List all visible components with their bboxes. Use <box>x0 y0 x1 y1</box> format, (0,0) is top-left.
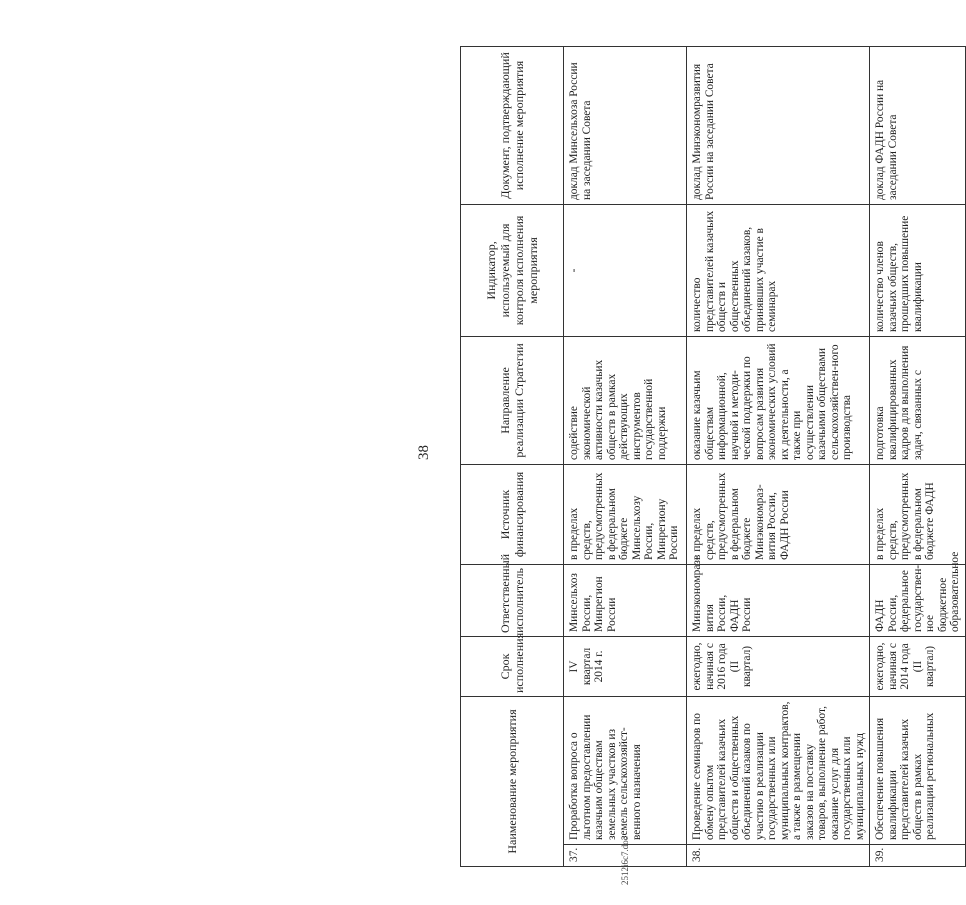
measures-table <box>460 46 966 867</box>
measure-name: Проработка вопроса о льготном предоставлении казачьим обществам земельных участков из земель сельскохозяйст-венного назначения <box>564 696 687 844</box>
page-number: 38 <box>416 445 432 460</box>
header-name: Наименование мероприятия <box>461 696 564 866</box>
row-number: 39. <box>870 845 966 867</box>
strategy-direction: подготовка квалифицированных кадров для выполнения задач, связанных с <box>870 336 966 464</box>
header-term: Срок исполнения <box>461 636 564 696</box>
header-indicator: Индикатор, используемый для контроля исполнения мероприятия <box>461 204 564 336</box>
header-document: Документ, подтверждающий исполнение мероприятия <box>461 46 564 204</box>
strategy-direction: содействие экономической активности казачьих обществ в рамках действующих инструментов государственной поддержки <box>564 336 687 464</box>
execution-term: ежегодно, начиная с 2016 года (II квартал) <box>687 636 870 696</box>
confirming-document: доклад ФАДН России на заседании Совета <box>870 46 966 204</box>
control-indicator: количество представителей казачьих обществ и общественных объединений казаков, принявших участие в семинарах <box>687 204 870 336</box>
execution-term: ежегодно, начиная с 2014 года (II квартал) <box>870 636 966 696</box>
table-header-row <box>461 46 564 866</box>
table-row <box>870 46 966 866</box>
row-number: 37. <box>564 845 687 867</box>
responsible-executor: Минэкономраз-вития России, ФАДН России <box>687 564 870 636</box>
header-direction: Направление реализации Стратегии <box>461 336 564 464</box>
control-indicator: количество членов казачьих обществ, прошедших повышение квалификации <box>870 204 966 336</box>
funding-source: в пределах средств, предусмотренных в федеральном бюджете Минэкономраз-вития России, ФАДН России <box>687 464 870 564</box>
header-executor: Ответственный исполнитель <box>461 564 564 636</box>
execution-term: IV квартал 2014 г. <box>564 636 687 696</box>
responsible-executor: Минсельхоз России, Минрегион России <box>564 564 687 636</box>
responsible-executor: ФАДН России, федеральное государствен-ное бюджетное образовательное <box>870 564 966 636</box>
table-row <box>687 46 870 866</box>
confirming-document: доклад Минсельхоза России на заседании Совета <box>564 46 687 204</box>
confirming-document: доклад Минэкономразвития России на заседании Совета <box>687 46 870 204</box>
file-reference: 2512i6c7.doc <box>620 836 630 885</box>
header-source: Источник финансирования <box>461 464 564 564</box>
strategy-direction: оказание казачьим обществам информационной, научной и методи-ческой поддержки по вопросам развития экономических условий их деятельности, а также при осуществлении казачьими обществами сельскохозяйствен-ного производства <box>687 336 870 464</box>
funding-source: в пределах средств, предусмотренных в федеральном бюджете ФАДН <box>870 464 966 564</box>
table-row <box>564 46 687 866</box>
row-number: 38. <box>687 845 870 867</box>
funding-source: в пределах средств, предусмотренных в федеральном бюджете Минсельхозу России, Минрегиону России <box>564 464 687 564</box>
control-indicator: - <box>564 204 687 336</box>
measure-name: Обеспечение повышения квалификации представителей казачьих обществ в рамках реализации региональных <box>870 696 966 844</box>
measure-name: Проведение семинаров по обмену опытом представителей казачьих обществ и общественных объединений казаков по участию в реализации государственных или муниципальных контрактов, а также в размещении заказов на поставку товаров, выполнение работ, оказание услуг для государственных или муниципальных нужд <box>687 696 870 844</box>
